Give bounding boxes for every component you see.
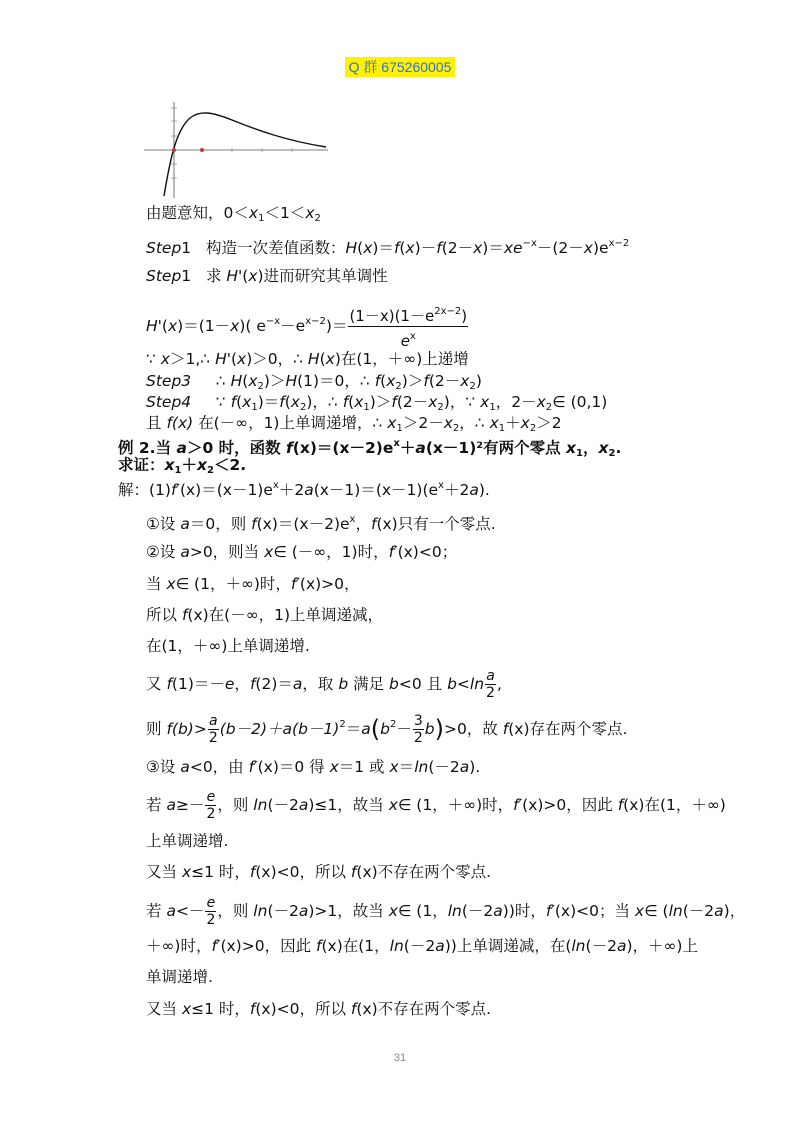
case-3: ③设 a<0，由 f′(x)＝0 得 x＝1 或 x＝ln(－2a). <box>146 758 481 776</box>
text-line-16: 在(1，＋∞)上单调递增. <box>146 637 310 655</box>
header-label: Q 群 675260005 <box>345 57 456 77</box>
step1-construct: Step1 构造一次差值函数：$H(x)=f(x)-f(2-x)=xe^{-x}-(2-x)e^{x-2}$ <box>146 238 630 257</box>
curve <box>164 113 326 196</box>
step1-derivative: Step1 求 H'(x)进而研究其单调性 <box>146 267 388 285</box>
text-line-20: 若 a≥－ $\frac{e}{2}$ ，则 ln(－2a)≤1，故当 x∈ (1，＋∞)时，f′(x)>0，因此 f(x)在(1，＋∞) <box>146 789 726 822</box>
page-number: 31 <box>393 1052 407 1064</box>
text-line-15: 所以 f(x)在(－∞，1)上单调递减， <box>146 606 384 624</box>
fraction: $\frac{a}{2}$ <box>208 713 218 746</box>
text-line-5: ∵ x＞1,∴ H'(x)＞0，∴ H(x)在(1，＋∞)上递增 <box>146 350 469 368</box>
solution-start: 解：$(1)f'(x)=(x-1)e^x+2a(x-1)=(x-1)(e^x+2a)$. <box>118 480 490 499</box>
marked-point <box>200 148 204 152</box>
case-2: ②设 a>0，则当 x∈ (－∞，1)时，f′(x)<0； <box>146 543 458 561</box>
page-header <box>0 57 800 77</box>
prove-statement: 求证：$x_1+x_2<2$. <box>118 456 247 476</box>
text-line-26: 又当 x≤1 时，f(x)<0，所以 f(x)不存在两个零点. <box>146 1000 492 1018</box>
text-line-1: 由题意知，$0<x_1<1<x_2$ <box>146 204 321 224</box>
text-line-25: 单调递增. <box>146 968 213 986</box>
case-1: ①设 a＝0，则 $f(x)=(x-2)e^x$，f(x)只有一个零点. <box>146 514 496 533</box>
fraction: $\frac{a}{2}$ <box>486 668 495 701</box>
text-line-14: 当 x∈ (1，＋∞)时，f′(x)>0， <box>146 575 360 593</box>
text-line-21: 上单调递增. <box>146 832 229 850</box>
text-line-17: 又 f(1)＝－e，f(2)＝a，取 b 满足 b<0 且 b<ln $\frac{a}{2}$ , <box>146 668 502 701</box>
text-line-8: 且 f(x) 在(－∞，1)上单调递增，∴ $x_1>2-x_2$，∴ $x_1+x_2>2$ <box>146 414 562 434</box>
zero-point <box>172 148 176 152</box>
text-line-23: 若 a<－ $\frac{e}{2}$ ，则 ln(－2a)>1，故当 x∈ (1，ln(－2a))时，f′(x)<0；当 x∈ (ln(－2a)， <box>146 895 746 928</box>
function-graph <box>142 100 328 200</box>
fraction: $\frac{3}{2}$ <box>413 713 423 746</box>
step3: Step3 ∴ $H(x_2)>H(1)=0$，∴ $f(x_2)>f(2-x_2)$ <box>146 372 482 392</box>
fraction: $\frac{(1-x)(1-e^{2x-2})}{e^x}$ <box>348 302 468 351</box>
fraction: $\frac{e}{2}$ <box>206 789 216 822</box>
example-2-title: 例 2.当 a＞0 时，函数 $f(x)=(x-2)e^x+a(x-1)^2$有两个零点 $x_1$，$x_2$. <box>118 438 622 459</box>
text-line-22: 又当 x≤1 时，f(x)<0，所以 f(x)不存在两个零点. <box>146 863 492 881</box>
fraction: $\frac{e}{2}$ <box>206 895 216 928</box>
step4: Step4 ∵ $f(x_1)=f(x_2)$，∴ $f(x_1)>f(2-x_2)$，∵ $x_1$，$2-x_2\in$ (0,1) <box>146 393 608 413</box>
text-line-18: 则 f(b)> $\frac{a}{2}$ $(b-2)+a(b-1)^2=a(b^2-$ $\frac{3}{2}$ b)>0，故 f(x)存在两个零点. <box>146 713 628 746</box>
derivative-formula: H'(x)＝(1－x)( $e^{-x}-e^{x-2})=$ $\frac{(1-x)(1-e^{2x-2})}{e^x}$ <box>146 302 469 351</box>
text-line-24: ＋∞)时，f′(x)>0，因此 f(x)在(1，ln(－2a))上单调递减，在(ln(－2a)，＋∞)上 <box>146 937 698 955</box>
